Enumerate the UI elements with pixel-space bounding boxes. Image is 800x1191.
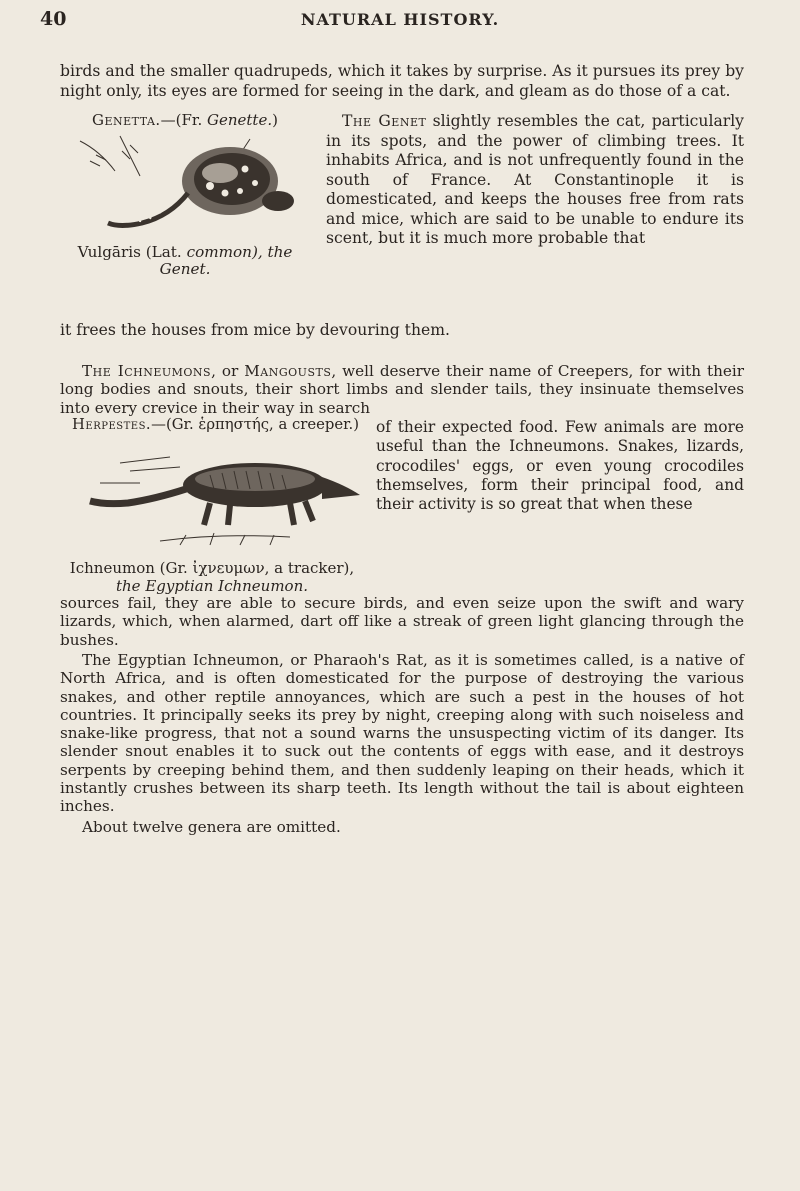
page-header: [0, 8, 800, 36]
ichneumon-figure: [60, 416, 364, 596]
page-number: 40: [40, 8, 67, 30]
genet-figure-label: Genetta.—(Fr. Genette.): [92, 111, 278, 129]
ichneumon-paragraph-head: The Ichneumons, or Mangousts, well deserve their name of Creepers, for with their long bodies and snouts, their short limbs and slender tails, they insinuate themselves into every crevice in their way in search: [60, 362, 745, 417]
running-head: NATURAL HISTORY.: [300, 10, 500, 29]
ichneumon-paragraph-side: of their expected food. Few animals are more useful than the Ichneumons. Snakes, lizards, crocodiles' eggs, or even young crocodiles themselves, form their principal food, and their activity is so great that when these: [376, 418, 744, 514]
ichneumon-paragraph-tail: sources fail, they are able to secure birds, and even seize upon the swift and wary lizards, which, when alarmed, dart off like a streak of green light glancing through the bushes.: [60, 594, 744, 649]
genet-paragraph-side: The Genet slightly resembles the cat, particularly in its spots, and the power of climbing trees. It inhabits Africa, and is not unfrequently found in the south of France. At Constantinople it is domesticated, and keeps the houses free from rats and mice, which are said to be unable to endure its scent, but it is much more probable that: [326, 112, 744, 247]
closing-line: About twelve genera are omitted.: [82, 818, 341, 836]
genet-figure: [60, 112, 310, 282]
ichneumon-figure-label: Herpestes.—(Gr. ἑρπηστής, a creeper.): [72, 416, 360, 433]
genet-paragraph-tail: it frees the houses from mice by devouring them.: [60, 321, 450, 339]
egyptian-ichneumon-paragraph: The Egyptian Ichneumon, or Pharaoh's Rat, as it is sometimes called, is a native of North Africa, and is often domesticated for the purpose of destroying the various snakes, and other reptile annoyances, which are such a pest in the houses of hot countries. It principally seeks its prey by night, creeping along with such noiseless and snake-like progress, that not a sound warns the unsuspecting victim of its danger. Its slender snout enables it to suck out the contents of eggs with ease, and it destroys serpents by creeping behind them, and then suddenly leaping on their heads, which it instantly crushes between its sharp teeth. Its length without the tail is about eighteen inches.: [60, 651, 744, 816]
genet-illustration-icon: [60, 131, 310, 236]
intro-paragraph: birds and the smaller quadrupeds, which it takes by surprise. As it pursues its prey by night only, its eyes are formed for seeing in the dark, and gleam as do those of a cat.: [60, 62, 744, 100]
ichneumon-figure-caption: Ichneumon (Gr. ἰχνευμων, a tracker), the Egyptian Ichneumon.: [69, 559, 355, 595]
genet-figure-caption: Vulgāris (Lat. common), the Genet.: [77, 243, 293, 278]
ichneumon-illustration-icon: [60, 433, 364, 551]
